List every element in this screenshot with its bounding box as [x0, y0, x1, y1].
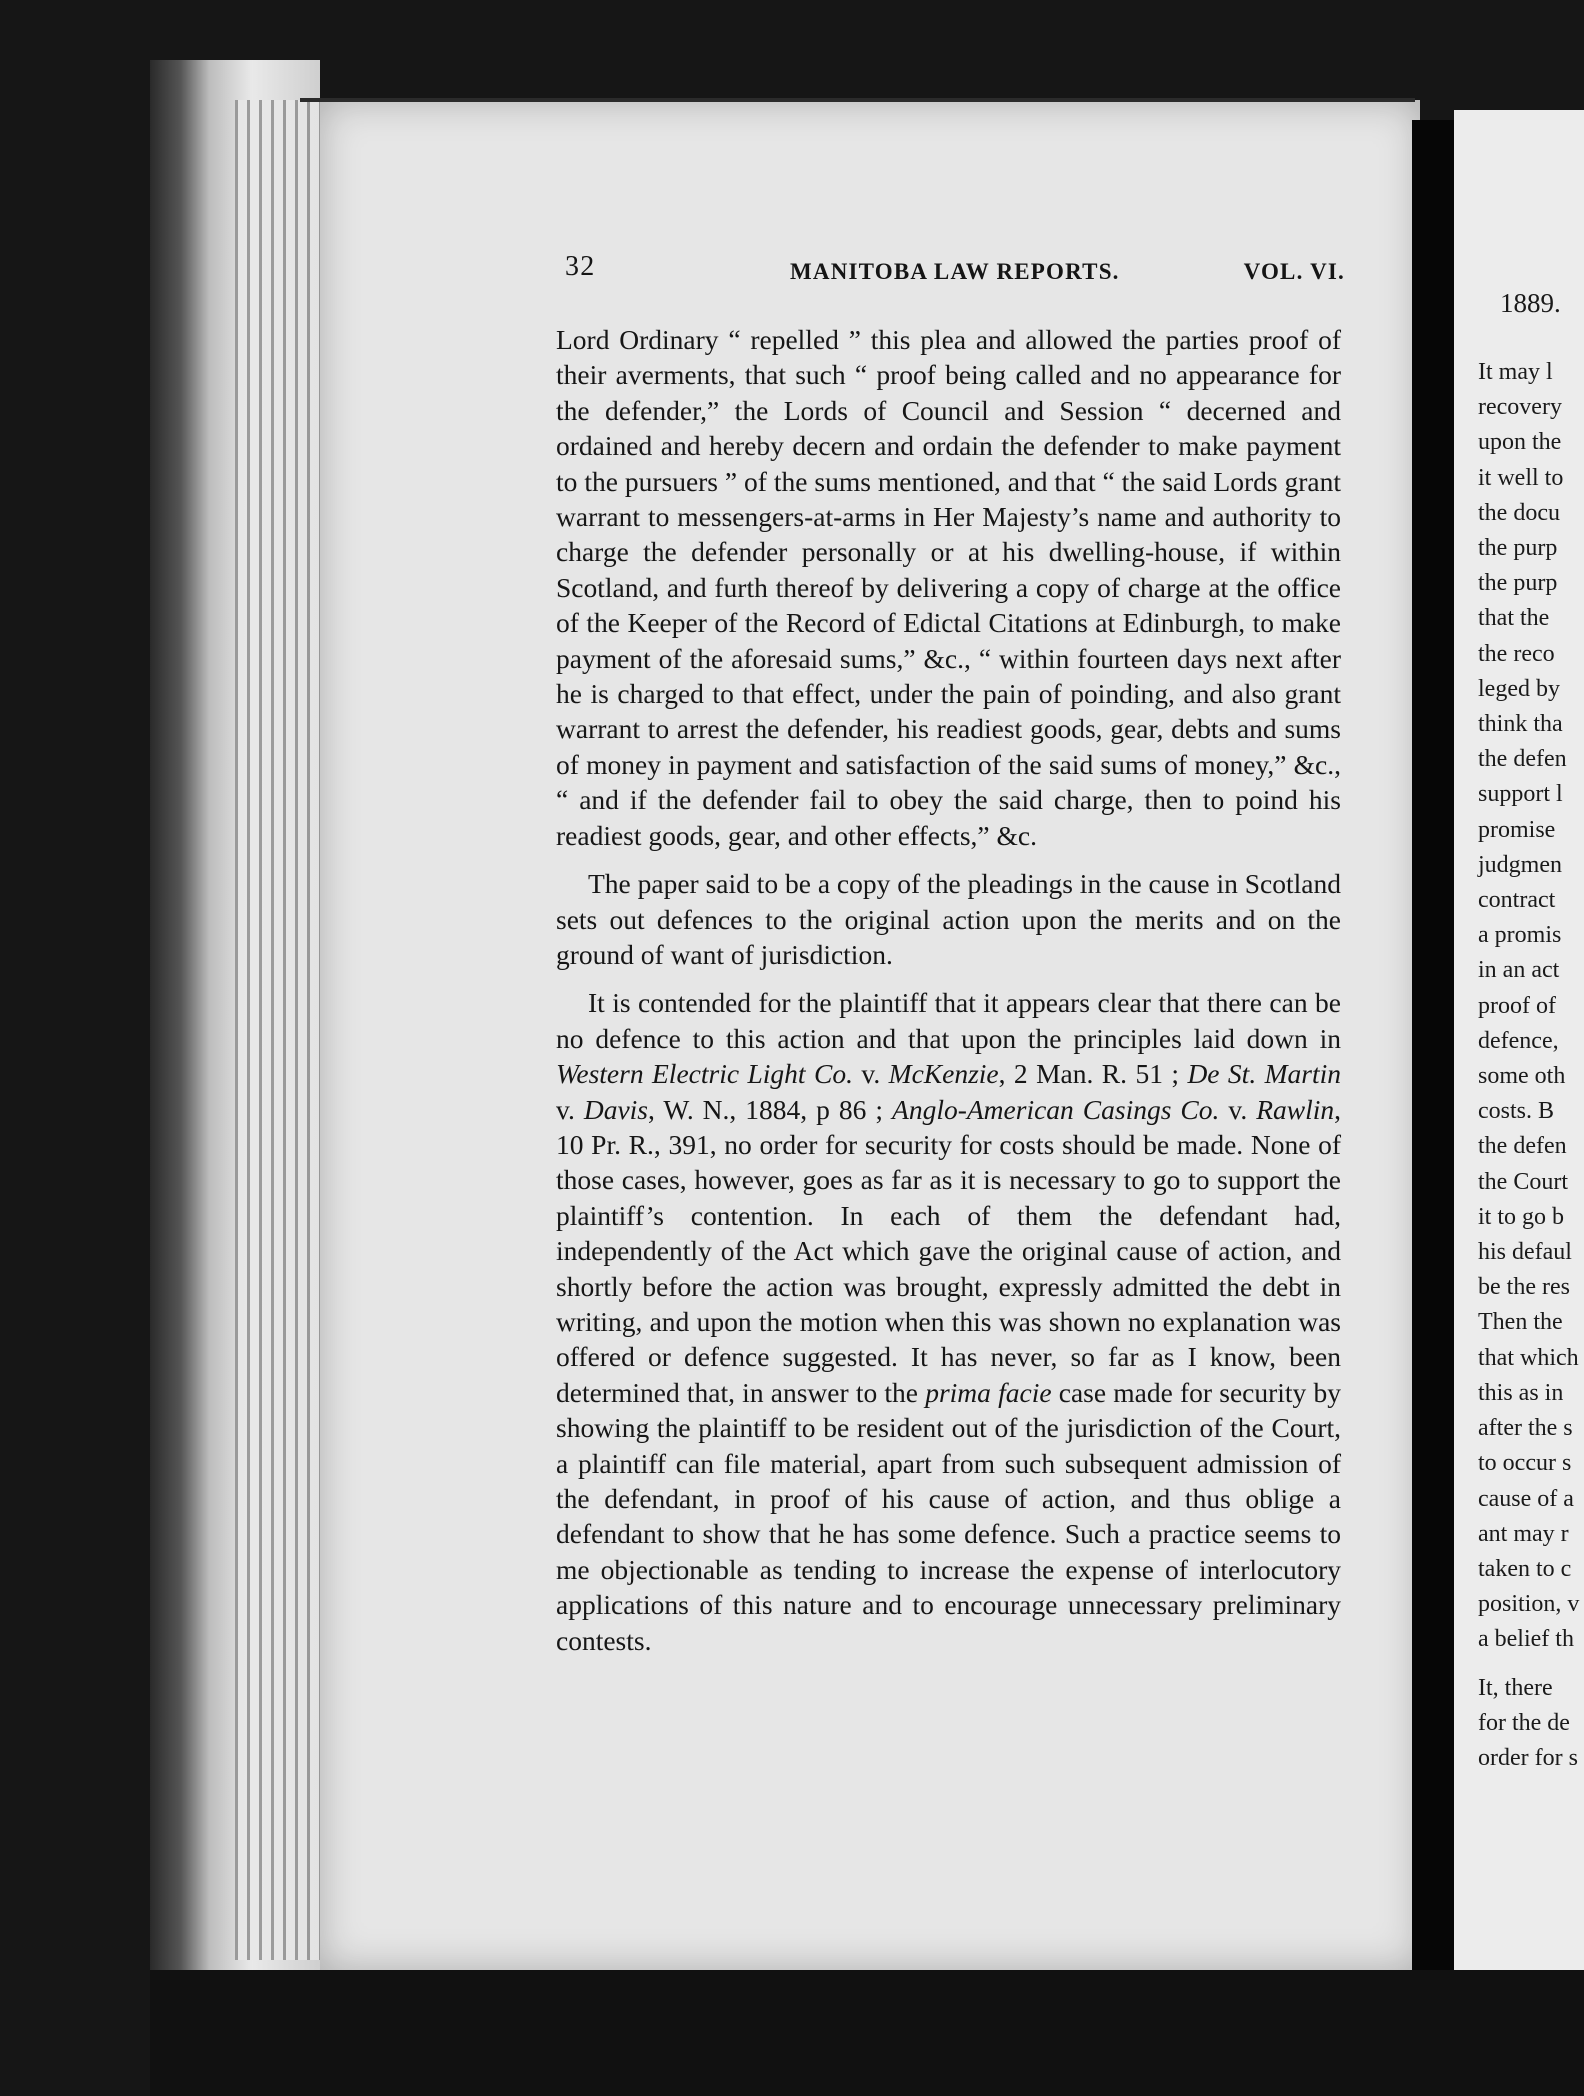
- facing-page-line: defence,: [1478, 1027, 1559, 1054]
- facing-page-line: some oth: [1478, 1063, 1566, 1090]
- running-title: MANITOBA LAW REPORTS.: [790, 259, 1120, 284]
- facing-page-line: be the res: [1478, 1274, 1570, 1301]
- facing-page-line: It, there: [1478, 1674, 1553, 1701]
- facing-page-line: the defen: [1478, 746, 1567, 773]
- facing-page-line: it to go b: [1478, 1203, 1565, 1230]
- facing-page-line: position, v: [1478, 1591, 1580, 1618]
- facing-page-line: support l: [1478, 781, 1563, 808]
- facing-page-line: after the s: [1478, 1415, 1573, 1442]
- facing-page-line: recovery: [1478, 394, 1562, 421]
- paragraph: [556, 985, 1341, 1658]
- facing-page-line: the defen: [1478, 1133, 1567, 1160]
- page-edges: [235, 100, 325, 1960]
- paragraph: The paper said to be a copy of the pleadings in the cause in Scotland sets out defences to the original action upon the merits and on the ground of want of jurisdiction.: [556, 868, 1341, 970]
- text-run: v.: [556, 1093, 584, 1125]
- facing-page-line: the docu: [1478, 499, 1560, 526]
- body-text: [556, 322, 1341, 1658]
- facing-page-line: promise: [1478, 816, 1556, 843]
- facing-page-line: costs. B: [1478, 1098, 1555, 1125]
- facing-page-line: this as in: [1478, 1379, 1564, 1406]
- facing-page-line: contract: [1478, 887, 1556, 914]
- scan-bottom-margin: [150, 1970, 1584, 2096]
- case-name: Western Electric Light Co.: [556, 1058, 853, 1090]
- text-run: , 10 Pr. R., 391, no order for security for costs should be made. None of those cases, however, goes as far as it is necessary to go to support the plaintiff’s contention. In each of them the defendant had, independently of the Act which gave the original cause of action, and shortly before the action was brought, expressly admitted the debt in writing, and upon the motion when this was shown no explanation was offered or defence suggested. It has never, so far as I know, been determined that, in answer to the: [556, 1093, 1342, 1408]
- latin-phrase: prima facie: [925, 1376, 1052, 1408]
- facing-page-year: 1889.: [1500, 288, 1561, 318]
- facing-page-text: [1478, 355, 1584, 1776]
- facing-page-line: cause of a: [1478, 1485, 1574, 1512]
- facing-page-line: that the: [1478, 605, 1550, 632]
- text-run: v.: [852, 1058, 889, 1090]
- page-number: 32: [565, 251, 596, 282]
- facing-page-line: judgmen: [1478, 851, 1562, 878]
- text-run: , 2 Man. R. 51 ;: [998, 1058, 1188, 1090]
- facing-page-line: the purp: [1478, 570, 1558, 597]
- case-name: McKenzie: [888, 1058, 999, 1090]
- text-run: , W. N., 1884, p 86 ;: [648, 1093, 893, 1125]
- facing-page-line: leged by: [1478, 675, 1560, 702]
- facing-page-line: that which: [1478, 1344, 1579, 1371]
- text-run: It is contended for the plaintiff that it appears clear that there can be no defence to this action and that upon the principles laid down in: [556, 987, 1341, 1054]
- facing-page-line: ant may r: [1478, 1520, 1569, 1547]
- text-run: case made for security by showing the plaintiff to be resident out of the jurisdiction of the Court, a plaintiff can file material, apart from such subsequent admission of the defendant, in proof of his cause of action, and thus oblige a defendant to show that he has some defence. Such a practice seems to me objectionable as tending to increase the expense of interlocutory applications of this nature and to encourage unnecessary preliminary contests.: [556, 1376, 1341, 1656]
- facing-page: [1454, 110, 1584, 1990]
- facing-page-line: upon the: [1478, 429, 1562, 456]
- facing-page-line: Then the: [1478, 1309, 1563, 1336]
- book-gutter: [1412, 120, 1454, 1970]
- facing-page-line: a promis: [1478, 922, 1562, 949]
- facing-page-line: It may l: [1478, 359, 1553, 385]
- facing-page-line: the purp: [1478, 535, 1558, 562]
- paragraph: Lord Ordinary “ repelled ” this plea and allowed the parties proof of their averments, that such “ proof being called and no appearance for the defender,” the Lords of Council and Session “ decerned and ordained and hereby decern and ordain the defender to make payment to the pursuers ” of the sums mentioned, and that “ the said Lords grant warrant to messengers-at-arms in Her Majesty’s name and authority to charge the defender personally or at his dwelling-house, if within Scotland, and furth thereof by delivering a copy of charge at the office of the Keeper of the Record of Edictal Citations at Edinburgh, to make payment of the aforesaid sums,” &c., “ within fourteen days next after he is charged to that effect, under the pain of poinding, and also grant warrant to arrest the defender, his readiest goods, gear, debts and sums of money in payment and satisfaction of the said sums of money,” &c., “ and if the defender fail to obey the said charge, then to poind his readiest goods, gear, and other effects,” &c.: [556, 324, 1341, 851]
- facing-page-line: order for s: [1478, 1744, 1578, 1771]
- facing-page-line: his defaul: [1478, 1239, 1572, 1266]
- text-run: v.: [1219, 1093, 1257, 1125]
- case-name: Rawlin: [1256, 1093, 1335, 1125]
- case-name: Davis: [583, 1093, 649, 1125]
- facing-page-line: to occur s: [1478, 1450, 1572, 1477]
- running-header: [565, 251, 1345, 295]
- page-top-edge: [300, 98, 1415, 102]
- facing-page-line: it well to: [1478, 464, 1564, 491]
- facing-page-line: for the de: [1478, 1709, 1570, 1736]
- facing-page-line: taken to c: [1478, 1555, 1572, 1582]
- facing-page-line: think tha: [1478, 711, 1563, 738]
- facing-page-line: in an act: [1478, 957, 1560, 984]
- case-name: De St. Martin: [1187, 1058, 1342, 1090]
- facing-page-line: the reco: [1478, 640, 1555, 667]
- facing-page-line: a belief th: [1478, 1626, 1574, 1653]
- case-name: Anglo-American Casings Co.: [892, 1093, 1220, 1125]
- volume-label: VOL. VI.: [1243, 259, 1345, 284]
- facing-page-line: proof of: [1478, 992, 1556, 1019]
- facing-page-line: the Court: [1478, 1168, 1568, 1195]
